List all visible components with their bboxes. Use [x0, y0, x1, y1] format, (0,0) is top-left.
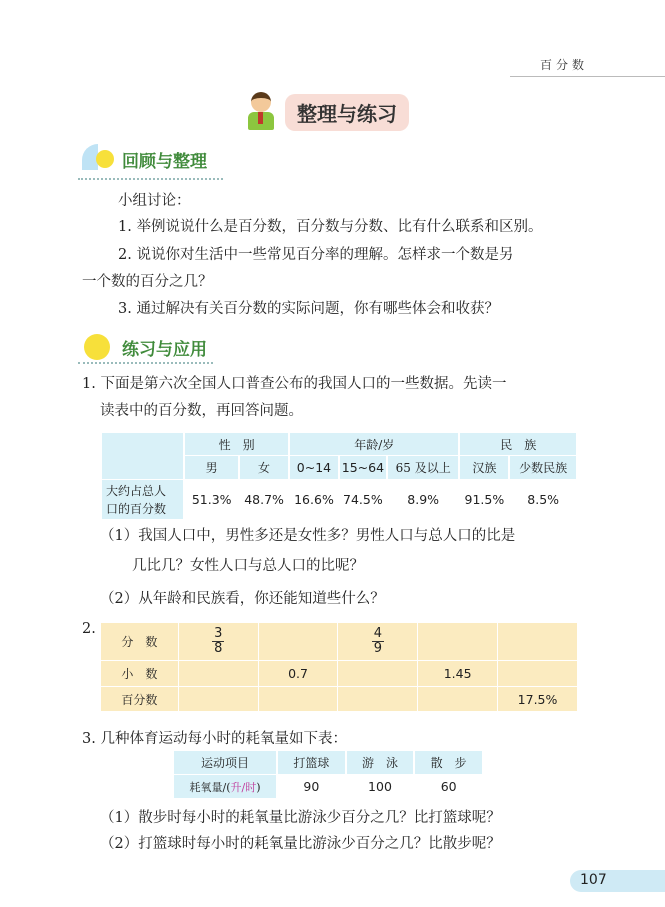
subheader: 汉族: [459, 456, 509, 480]
table-cell: 60: [414, 775, 483, 799]
table-cell: 1.45: [418, 661, 498, 687]
subheader: 0~14: [289, 456, 339, 480]
table-cell: [418, 623, 498, 661]
table-cell: 51.3%: [184, 480, 239, 520]
row-label: 小 数: [101, 661, 179, 687]
subheader: 少数民族: [509, 456, 577, 480]
review-item-1: 1. 举例说说什么是百分数，百分数与分数、比有什么联系和区别。: [118, 219, 543, 235]
table-cell: [498, 623, 578, 661]
review-item-3: 3. 通过解决有关百分数的实际问题，你有哪些体会和收获？: [118, 301, 499, 317]
oxygen-table: [172, 750, 484, 799]
practice-heading: [78, 330, 207, 364]
q1-sub-1-cont: 几比几？女性人口与总人口的比呢？: [132, 558, 364, 574]
section-title-block: [245, 92, 409, 132]
table-cell: 48.7%: [239, 480, 289, 520]
conversion-table: [100, 622, 578, 712]
q1-sub-2: （2）从年龄和民族看，你还能知道些什么？: [100, 591, 385, 607]
review-intro: 小组讨论：: [118, 193, 191, 209]
table-cell: [498, 661, 578, 687]
review-item-2: 2. 说说你对生活中一些常见百分率的理解。怎样求一个数是另: [118, 247, 514, 263]
table-cell: 91.5%: [459, 480, 509, 520]
review-heading-text: 回顾与整理: [122, 151, 207, 172]
table-cell: 8.5%: [509, 480, 577, 520]
q2-number: 2.: [82, 621, 96, 637]
table-cell: 17.5%: [498, 687, 578, 712]
table-cell: 0.7: [258, 661, 338, 687]
group-ethnicity: 民 族: [459, 433, 577, 456]
review-item-2-cont: 一个数的百分之几？: [82, 274, 213, 290]
table-cell: 16.6%: [289, 480, 339, 520]
page-number: 107: [570, 870, 665, 892]
subheader: 男: [184, 456, 239, 480]
subheader: 15~64: [339, 456, 387, 480]
table-cell: [338, 687, 418, 712]
row-label: 大约占总人 口的百分数: [101, 480, 184, 520]
table-cell: 100: [346, 775, 415, 799]
group-gender: 性 别: [184, 433, 289, 456]
table-cell: 90: [277, 775, 346, 799]
row-label: 耗氧量/(升/时): [173, 775, 277, 799]
sailboat-chick-icon: [78, 142, 118, 176]
q3-sub-2: （2）打篮球时每小时的耗氧量比游泳少百分之几？比散步呢？: [100, 836, 501, 852]
group-age: 年龄/岁: [289, 433, 459, 456]
population-table: [100, 432, 578, 520]
q1-line-1: 1. 下面是第六次全国人口普查公布的我国人口的一些数据。先读一: [82, 376, 507, 392]
header-label: 运动项目: [173, 751, 277, 775]
table-cell: [418, 687, 498, 712]
sport-header: 散 步: [414, 751, 483, 775]
table-cell: 74.5%: [339, 480, 387, 520]
subheader: 女: [239, 456, 289, 480]
sport-header: 打篮球: [277, 751, 346, 775]
table-cell: [338, 661, 418, 687]
q1-line-2: 读表中的百分数，再回答问题。: [100, 403, 303, 419]
q3-sub-1: （1）散步时每小时的耗氧量比游泳少百分之几？比打篮球呢？: [100, 810, 501, 826]
fraction-cell: $\frac{4}{9}$: [338, 623, 418, 661]
fraction-cell: $\frac{3}{8}$: [178, 623, 258, 661]
chapter-header: 百分数: [510, 56, 665, 77]
table-cell: 8.9%: [387, 480, 460, 520]
table-cell: [178, 687, 258, 712]
row-label: 百分数: [101, 687, 179, 712]
row-label: 分 数: [101, 623, 179, 661]
review-heading: [78, 142, 207, 176]
page-title: 整理与练习: [285, 94, 409, 131]
q1-sub-1: （1）我国人口中，男性多还是女性多？男性人口与总人口的比是: [100, 528, 516, 544]
table-cell: [258, 687, 338, 712]
boy-illustration-icon: [245, 92, 279, 132]
q3-line: 3. 几种体育运动每小时的耗氧量如下表：: [82, 731, 347, 747]
table-cell: [178, 661, 258, 687]
table-cell: [258, 623, 338, 661]
subheader: 65 及以上: [387, 456, 460, 480]
sport-header: 游 泳: [346, 751, 415, 775]
practice-heading-text: 练习与应用: [122, 339, 207, 360]
